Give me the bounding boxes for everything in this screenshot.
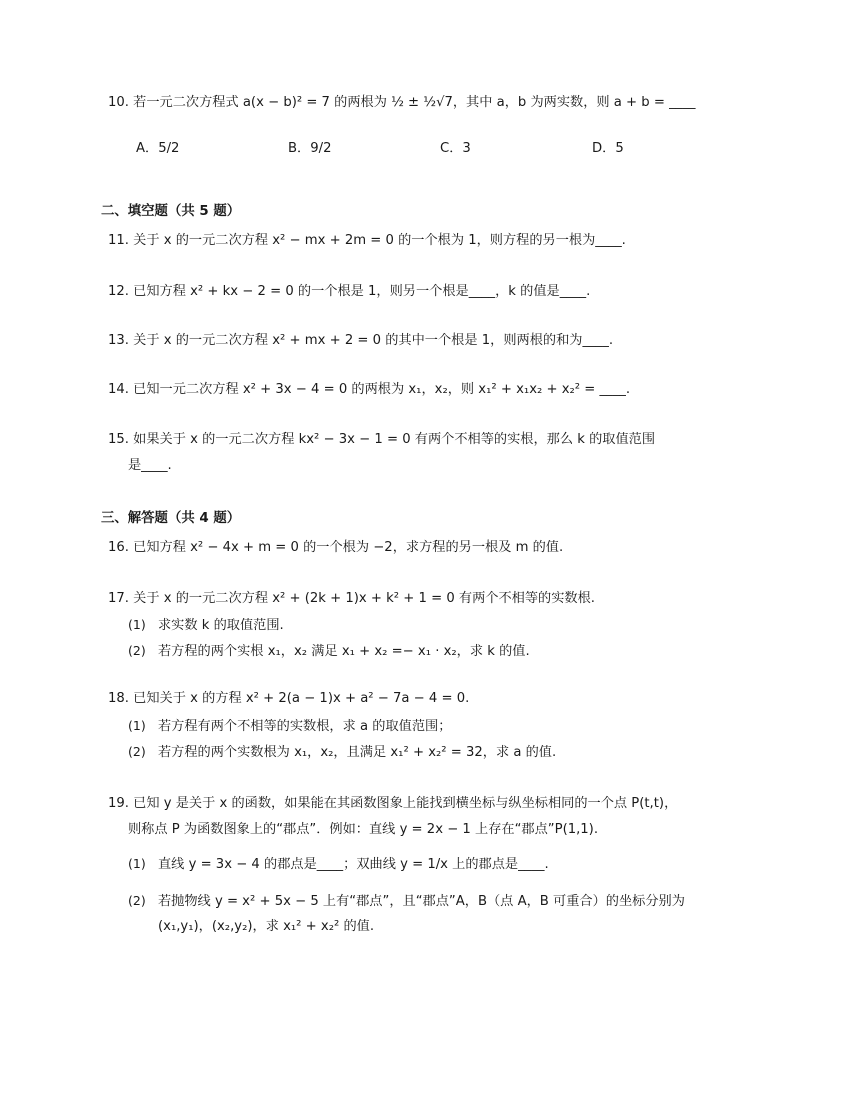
question-17-part-1: [128, 616, 284, 635]
question-10: 10. 若一元二次方程式 a(x − b)² = 7 的两根为 ½ ± ½√7，其中 a，b 为两实数，则 a + b = ____: [108, 95, 696, 110]
question-18-part-1: [128, 717, 451, 736]
option-b: B．9/2: [288, 141, 332, 156]
part-number: (2): [128, 643, 146, 658]
question-15-line-2: 是____.: [128, 458, 172, 473]
section-heading-answer: 三、解答题（共 4 题）: [101, 511, 241, 526]
question-19-part-2-line-2: (x₁,y₁)，(x₂,y₂)，求 x₁² + x₂² 的值.: [158, 919, 375, 934]
part-number: (1): [128, 617, 146, 632]
part-text: 求实数 k 的取值范围.: [158, 618, 284, 633]
option-a: A．5/2: [136, 141, 180, 156]
question-15-line-1: 15. 如果关于 x 的一元二次方程 kx² − 3x − 1 = 0 有两个不相等的实根，那么 k 的取值范围: [108, 432, 656, 447]
part-number: (2): [128, 744, 146, 759]
question-19-stem-line-1: 19. 已知 y 是关于 x 的函数，如果能在其函数图象上能找到横坐标与纵坐标相同的一个点 P(t,t)，: [108, 796, 678, 811]
part-number: (2): [128, 893, 146, 908]
option-d: D．5: [592, 141, 624, 156]
question-12: 12. 已知方程 x² + kx − 2 = 0 的一个根是 1，则另一个根是____，k 的值是____.: [108, 284, 591, 299]
part-text: 若抛物线 y = x² + 5x − 5 上有“郡点”，且“郡点”A，B（点 A，B 可重合）的坐标分别为: [158, 894, 685, 909]
part-number: (1): [128, 856, 146, 871]
question-14: 14. 已知一元二次方程 x² + 3x − 4 = 0 的两根为 x₁，x₂，则 x₁² + x₁x₂ + x₂² = ____.: [108, 382, 631, 397]
question-18-part-2: [128, 743, 556, 762]
option-c: C．3: [440, 141, 471, 156]
part-text: 若方程的两个实根 x₁，x₂ 满足 x₁ + x₂ =− x₁ · x₂，求 k 的值.: [158, 644, 530, 659]
question-19-stem-line-2: 则称点 P 为函数图象上的“郡点”．例如：直线 y = 2x − 1 上存在“郡点”P(1,1).: [128, 822, 599, 837]
question-13: 13. 关于 x 的一元二次方程 x² + mx + 2 = 0 的其中一个根是 1，则两根的和为____.: [108, 333, 614, 348]
question-16: 16. 已知方程 x² − 4x + m = 0 的一个根为 −2，求方程的另一根及 m 的值.: [108, 540, 564, 555]
question-18-stem: 18. 已知关于 x 的方程 x² + 2(a − 1)x + a² − 7a − 4 = 0.: [108, 691, 470, 706]
part-number: (1): [128, 718, 146, 733]
question-11: 11. 关于 x 的一元二次方程 x² − mx + 2m = 0 的一个根为 1，则方程的另一根为____.: [108, 233, 626, 248]
part-text: 若方程有两个不相等的实数根，求 a 的取值范围；: [158, 719, 452, 734]
question-19-part-1: [128, 855, 549, 874]
section-heading-fill-in: 二、填空题（共 5 题）: [101, 204, 241, 219]
part-text: 直线 y = 3x − 4 的郡点是____；双曲线 y = 1/x 上的郡点是____.: [158, 857, 549, 872]
question-19-part-2-line-1: [128, 892, 685, 911]
question-17-stem: 17. 关于 x 的一元二次方程 x² + (2k + 1)x + k² + 1 = 0 有两个不相等的实数根.: [108, 591, 595, 606]
part-text: 若方程的两个实数根为 x₁，x₂，且满足 x₁² + x₂² = 32，求 a 的值.: [158, 745, 557, 760]
question-17-part-2: [128, 642, 530, 661]
